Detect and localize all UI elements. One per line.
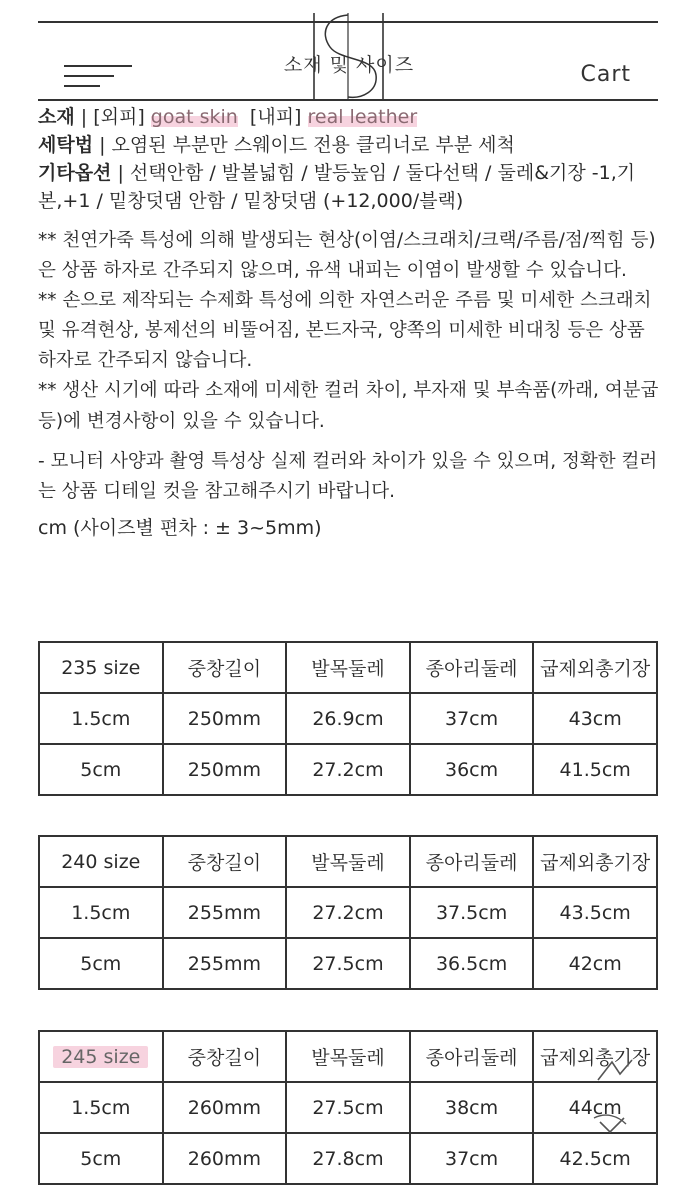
table-header-cell: 발목둘레 bbox=[286, 836, 410, 887]
size-table-235 bbox=[38, 641, 658, 796]
table-cell: 260mm bbox=[163, 1082, 287, 1133]
page-title: 소재 및 사이즈 bbox=[283, 54, 415, 76]
table-cell: 255mm bbox=[163, 938, 287, 989]
note-natural-leather: ** 천연가죽 특성에 의해 발생되는 현상(이염/스크래치/크랙/주름/점/찍힘 등)은 상품 하자로 간주되지 않으며, 유색 내피는 이염이 발생할 수 있습니다. bbox=[38, 229, 656, 281]
table-cell: 38cm bbox=[410, 1082, 534, 1133]
table-cell: 260mm bbox=[163, 1133, 287, 1184]
table-header-row bbox=[39, 836, 657, 887]
table-cell: 26.9cm bbox=[286, 693, 410, 744]
material-line bbox=[38, 104, 662, 132]
table-row bbox=[39, 938, 657, 989]
inner-material-value: real leather bbox=[307, 106, 418, 128]
table-header-row bbox=[39, 642, 657, 693]
table-row bbox=[39, 1133, 657, 1184]
options-line bbox=[38, 160, 662, 216]
table-cell: 5cm bbox=[39, 1133, 163, 1184]
table-header-cell: 종아리둘레 bbox=[410, 836, 534, 887]
table-header-cell: 중창길이 bbox=[163, 836, 287, 887]
table-cell: 1.5cm bbox=[39, 887, 163, 938]
table-header-cell: 235 size bbox=[39, 642, 163, 693]
hamburger-menu-icon[interactable] bbox=[64, 63, 132, 93]
table-header-cell: 중창길이 bbox=[163, 1031, 287, 1082]
outer-prefix: [외피] bbox=[93, 106, 151, 128]
table-cell: 1.5cm bbox=[39, 693, 163, 744]
table-header-cell: 굽제외총기장 bbox=[533, 1031, 657, 1082]
table-cell: 36.5cm bbox=[410, 938, 534, 989]
table-cell: 5cm bbox=[39, 744, 163, 795]
table-header-cell: 발목둘레 bbox=[286, 1031, 410, 1082]
table-row bbox=[39, 744, 657, 795]
table-cell: 36cm bbox=[410, 744, 534, 795]
table-header-row bbox=[39, 1031, 657, 1082]
note-production: ** 생산 시기에 따라 소재에 미세한 컬러 차이, 부자재 및 부속품(까래, 여분굽 등)에 변경사항이 있을 수 있습니다. bbox=[38, 380, 659, 432]
material-separator: | bbox=[74, 106, 94, 128]
table-cell: 27.8cm bbox=[286, 1133, 410, 1184]
highlighted-size-label: 245 size bbox=[53, 1046, 148, 1068]
wash-line bbox=[38, 132, 662, 160]
inner-prefix: [내피] bbox=[249, 106, 308, 128]
note-monitor: - 모니터 사양과 촬영 특성상 실제 컬러와 차이가 있을 수 있으며, 정확한 컬러는 상품 디테일 컷을 참고해주시기 바랍니다. bbox=[38, 450, 658, 502]
page-header bbox=[0, 0, 698, 102]
table-header-cell: 종아리둘레 bbox=[410, 1031, 534, 1082]
table-header-cell: 굽제외총기장 bbox=[533, 836, 657, 887]
table-cell: 37cm bbox=[410, 1133, 534, 1184]
table-cell: 43.5cm bbox=[533, 887, 657, 938]
table-header-cell bbox=[39, 1031, 163, 1082]
table-row bbox=[39, 693, 657, 744]
outer-material-value: goat skin bbox=[150, 106, 238, 128]
table-header-cell: 종아리둘레 bbox=[410, 642, 534, 693]
table-row bbox=[39, 887, 657, 938]
table-cell: 250mm bbox=[163, 744, 287, 795]
options-text: | 선택안함 / 발볼넓힘 / 발등높임 / 둘다선택 / 둘레&기장 -1,기본,+1 / 밑창덧댐 안함 / 밑창덧댐 (+12,000/블랙) bbox=[38, 161, 636, 212]
table-cell: 27.2cm bbox=[286, 887, 410, 938]
table-header-cell: 발목둘레 bbox=[286, 642, 410, 693]
size-table-240 bbox=[38, 835, 658, 990]
table-cell: 27.5cm bbox=[286, 938, 410, 989]
table-cell: 42cm bbox=[533, 938, 657, 989]
table-cell: 44cm bbox=[533, 1082, 657, 1133]
table-header-cell: 240 size bbox=[39, 836, 163, 887]
header-bottom-rule bbox=[38, 99, 658, 101]
product-info bbox=[38, 104, 662, 543]
table-cell: 1.5cm bbox=[39, 1082, 163, 1133]
wash-label: 세탁법 bbox=[38, 133, 94, 156]
note-handmade: ** 손으로 제작되는 수제화 특성에 의한 자연스러운 주름 및 미세한 스크래치 및 유격현상, 봉제선의 비뚤어짐, 본드자국, 양쪽의 미세한 비대칭 등은 상품 하자로 간주되지 않습니다. bbox=[38, 289, 652, 372]
table-row bbox=[39, 1082, 657, 1133]
table-cell: 255mm bbox=[163, 887, 287, 938]
table-cell: 42.5cm bbox=[533, 1133, 657, 1184]
options-label: 기타옵션 bbox=[38, 161, 112, 184]
size-table-245 bbox=[38, 1030, 658, 1185]
cart-link[interactable]: Cart bbox=[580, 62, 631, 87]
table-cell: 27.5cm bbox=[286, 1082, 410, 1133]
table-cell: 27.2cm bbox=[286, 744, 410, 795]
table-cell: 250mm bbox=[163, 693, 287, 744]
size-caption: cm (사이즈별 편차 : ± 3~5mm) bbox=[38, 516, 322, 539]
table-cell: 37cm bbox=[410, 693, 534, 744]
table-header-cell: 굽제외총기장 bbox=[533, 642, 657, 693]
table-cell: 41.5cm bbox=[533, 744, 657, 795]
table-cell: 37.5cm bbox=[410, 887, 534, 938]
table-cell: 43cm bbox=[533, 693, 657, 744]
table-header-cell: 중창길이 bbox=[163, 642, 287, 693]
table-cell: 5cm bbox=[39, 938, 163, 989]
wash-text: | 오염된 부분만 스웨이드 전용 클리너로 부분 세척 bbox=[93, 133, 515, 156]
material-label: 소재 bbox=[38, 106, 75, 128]
